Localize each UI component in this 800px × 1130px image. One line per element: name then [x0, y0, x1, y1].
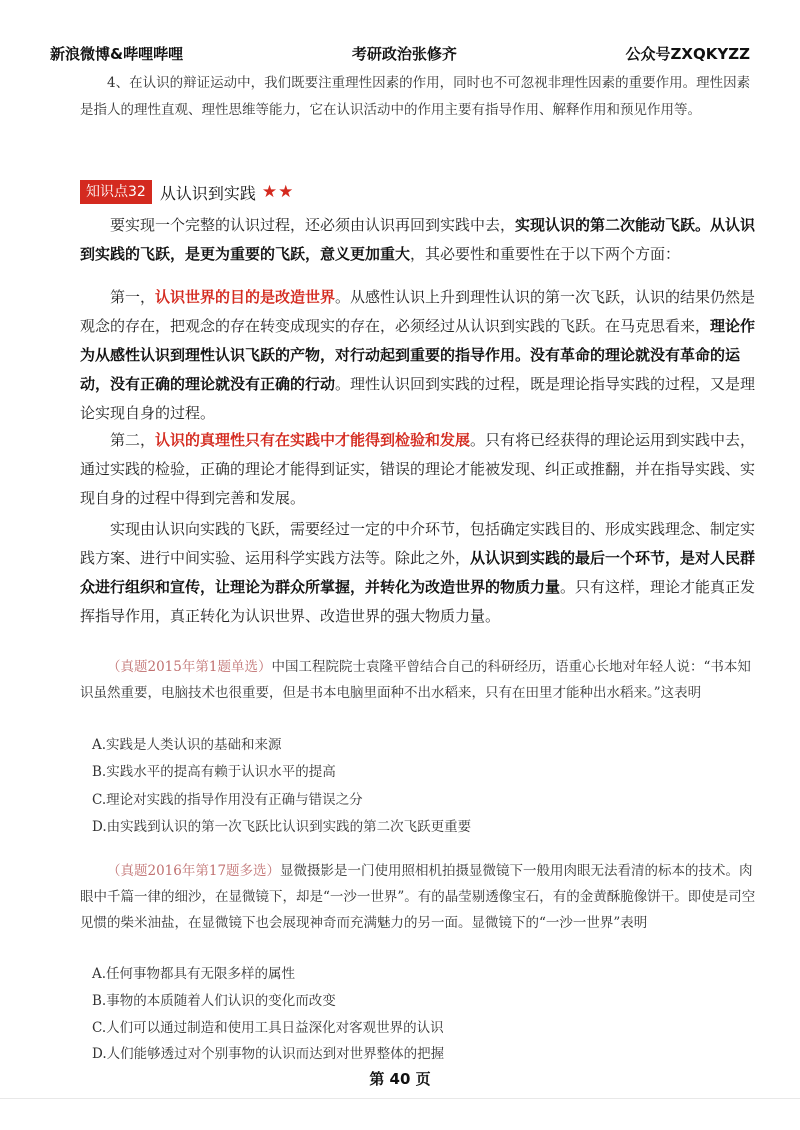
question-2015-option: C.理论对实践的指导作用没有正确与错误之分 [92, 792, 363, 808]
question-2015-option: D.由实践到认识的第一次飞跃比认识到实践的第二次飞跃更重要 [92, 819, 472, 835]
p3-text-b: 。只有将已经获得的理论运用到实践中去，通过实践的检验，正确的理论才能得到证实，错误的理论才能被发现、纠正或推翻，并在指导实践、实现自身的过程中得到完善和发展。 [80, 431, 756, 507]
knowledge-point-title: 从认识到实践 [159, 183, 256, 203]
question-2016-stem: 显微摄影是一门使用照相机拍摄显微镜下一般用肉眼无法看清的标本的技术。肉眼中千篇一律的细沙，在显微镜下，却是“一沙一世界”。有的晶莹剔透像宝石，有的金黄酥脆像饼干。即使是司空见惯的柴米油盐，在显微镜下也会展现神奇而充满魅力的另一面。显微镜下的“一沙一世界”表明 [80, 863, 756, 931]
star-rating-icon: ★★ [261, 182, 295, 202]
header-wechat: 公众号ZXQKYZZ [625, 45, 750, 63]
question-2016-source: （真题2016年第17题多选） [107, 863, 281, 879]
p3-red-highlight: 认识的真理性只有在实践中才能得到检验和发展 [155, 431, 471, 449]
p4-text-c: 。只有这样，理论才能真正发挥指导作用，真正转化为认识世界、改造世界的强大物质力量。 [80, 578, 756, 625]
p2-bold: 理论作为从感性认识到理性认识飞跃的产物，对行动起到重要的指导作用。没有革命的理论就没有革命的运动，没有正确的理论就没有正确的行动 [80, 317, 756, 393]
p2-red-highlight: 认识世界的目的是改造世界 [155, 288, 336, 306]
question-2016-option: D.人们能够透过对个别事物的认识而达到对世界整体的把握 [92, 1046, 445, 1062]
question-2016-option: B.事物的本质随着人们认识的变化而改变 [92, 993, 336, 1009]
p1-text-c: ，其必要性和重要性在于以下两个方面： [410, 245, 681, 263]
knowledge-point-heading [80, 180, 294, 204]
paragraph-2 [80, 283, 756, 428]
intro-paragraph: 4、在认识的辩证运动中，我们既要注重理性因素的作用，同时也不可忽视非理性因素的重要作用。理性因素是指人的理性直观、理性思维等能力，它在认识活动中的作用主要有指导作用、解释作用和预见作用等。 [80, 75, 751, 118]
question-2016-option: A.任何事物都具有无限多样的属性 [92, 966, 296, 982]
p2-text-c: 。理性认识回到实践的过程，既是理论指导实践的过程，又是理论实现自身的过程。 [80, 375, 756, 422]
question-2016-option: C.人们可以通过制造和使用工具日益深化对客观世界的认识 [92, 1020, 444, 1036]
question-2015-source: （真题2015年第1题单选） [107, 659, 272, 675]
p1-text-a: 要实现一个完整的认识过程，还必须由认识再回到实践中去， [110, 216, 516, 234]
page-number: 第 40 页 [369, 1070, 431, 1088]
header-author: 考研政治张修齐 [351, 45, 457, 63]
p3-text-a: 第二， [110, 431, 156, 449]
paragraph-3 [80, 426, 756, 513]
question-2015-option: B.实践水平的提高有赖于认识水平的提高 [92, 764, 336, 780]
question-2015 [80, 654, 756, 706]
bottom-divider [0, 1098, 800, 1099]
paragraph-4 [80, 515, 756, 631]
question-2015-option: A.实践是人类认识的基础和来源 [92, 737, 282, 753]
header-weibo-bilibili: 新浪微博&哔哩哔哩 [50, 45, 184, 63]
question-2016 [80, 858, 756, 936]
question-2015-stem: 中国工程院院士袁隆平曾结合自己的科研经历，语重心长地对年轻人说：“书本知识虽然重要，电脑技术也很重要，但是书本电脑里面种不出水稻来，只有在田里才能种出水稻来。”这表明 [80, 659, 751, 701]
p2-text-a: 第一， [110, 288, 156, 306]
p1-bold: 实现认识的第二次能动飞跃。从认识到实践的飞跃，是更为重要的飞跃，意义更加重大 [80, 216, 756, 263]
p2-text-b: 。从感性认识上升到理性认识的第一次飞跃，认识的结果仍然是观念的存在，把观念的存在转变成现实的存在，必须经过从认识到实践的飞跃。在马克思看来， [80, 288, 756, 335]
paragraph-1 [80, 211, 756, 269]
p4-text-a: 实现由认识向实践的飞跃，需要经过一定的中介环节，包括确定实践目的、形成实践理念、制定实践方案、进行中间实验、运用科学实践方法等。除此之外， [80, 520, 756, 567]
knowledge-point-badge: 知识点32 [80, 180, 152, 204]
p4-bold: 从认识到实践的最后一个环节，是对人民群众进行组织和宣传，让理论为群众所掌握，并转化为改造世界的物质力量 [80, 549, 756, 596]
page-header [50, 43, 750, 64]
